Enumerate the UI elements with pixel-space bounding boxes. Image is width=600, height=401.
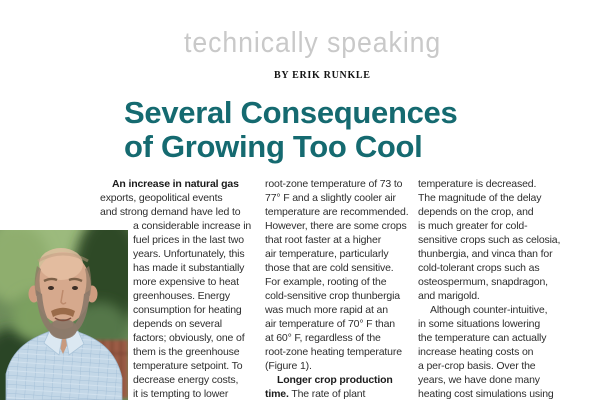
article-text: and strong demand have led to: [100, 206, 241, 218]
article-text: temperature is decreased.: [418, 178, 537, 190]
article-line: [100, 233, 260, 247]
article-title-line1: Several Consequences: [124, 95, 458, 130]
byline: BY ERIK RUNKLE: [274, 70, 371, 81]
article-line: [265, 373, 415, 387]
article-line: [100, 191, 260, 205]
article-line: [265, 345, 415, 359]
article-line: [100, 289, 260, 303]
article-text: osteospermum, snapdragon,: [418, 276, 548, 288]
article-line: [418, 219, 578, 233]
article-text: was much more rapid at an: [265, 304, 388, 316]
article-line: [100, 303, 260, 317]
article-text: However, there are some crops: [265, 220, 407, 232]
article-line: [100, 275, 260, 289]
article-text: cold-tolerant crops such as: [418, 262, 540, 274]
article-line: [265, 219, 415, 233]
article-line: [418, 233, 578, 247]
article-line: [100, 359, 260, 373]
article-line: [265, 303, 415, 317]
article-line: [418, 191, 578, 205]
article-line: [418, 205, 578, 219]
article-text: 77° F and a slightly cooler air: [265, 192, 396, 204]
article-text: The rate of plant: [288, 388, 366, 400]
article-column-1: [100, 177, 260, 401]
article-text: air temperature, particularly: [265, 248, 389, 260]
article-text: For example, rooting of the: [265, 276, 387, 288]
article-text: and marigold.: [418, 290, 480, 302]
article-line: [418, 373, 578, 387]
article-column-2: [265, 177, 415, 401]
article-line: [265, 331, 415, 345]
article-text: root-zone heating temperature: [265, 346, 402, 358]
article-text: fuel prices in the last two: [133, 234, 244, 246]
article-text: depends on the crop, and: [418, 206, 534, 218]
article-line: [100, 261, 260, 275]
article-text: sensitive crops such as celosia,: [418, 234, 561, 246]
article-text-bold: Longer crop production: [277, 374, 393, 386]
article-text: (Figure 1).: [265, 360, 312, 372]
article-text: consumption for heating: [133, 304, 242, 316]
article-line: [418, 345, 578, 359]
article-text: exports, geopolitical events: [100, 192, 223, 204]
article-text: at 60° F, regardless of the: [265, 332, 381, 344]
article-line: [100, 345, 260, 359]
article-line: [418, 317, 578, 331]
article-line: [100, 247, 260, 261]
article-line: [418, 359, 578, 373]
article-text: factors; obviously, one of: [133, 332, 245, 344]
article-line: [418, 289, 578, 303]
article-line: [265, 359, 415, 373]
article-line: [418, 275, 578, 289]
article-text: has made it substantially: [133, 262, 245, 274]
article-text: cold-sensitive crop thunbergia: [265, 290, 400, 302]
article-text: the temperature can actually: [418, 332, 547, 344]
article-text: more expensive to heat: [133, 276, 239, 288]
article-text: in some situations lowering: [418, 318, 541, 330]
article-text-bold: time.: [265, 388, 289, 400]
article-line: [100, 317, 260, 331]
article-line: [418, 387, 578, 401]
article-line: [100, 205, 260, 219]
article-line: [100, 387, 260, 401]
section-kicker: technically speaking: [184, 27, 442, 59]
article-line: [418, 331, 578, 345]
article-text: is much greater for cold-: [418, 220, 528, 232]
article-text: a considerable increase in: [133, 220, 252, 232]
article-line: [265, 317, 415, 331]
article-line: [100, 373, 260, 387]
article-text: it is tempting to lower: [133, 388, 229, 400]
article-line: [265, 247, 415, 261]
article-line: [418, 247, 578, 261]
article-text: greenhouses. Energy: [133, 290, 230, 302]
article-text: that root faster at a higher: [265, 234, 382, 246]
article-text: decrease energy costs,: [133, 374, 239, 386]
article-line: [418, 177, 578, 191]
article-column-3: [418, 177, 578, 401]
article-title: [124, 96, 457, 164]
article-line: [265, 233, 415, 247]
article-text: air temperature of 70° F than: [265, 318, 396, 330]
article-line: [418, 303, 578, 317]
article-line: [265, 261, 415, 275]
article-text: temperature setpoint. To: [133, 360, 243, 372]
article-text: temperature are recommended.: [265, 206, 409, 218]
article-text: The magnitude of the delay: [418, 192, 542, 204]
article-text: a per-crop basis. Over the: [418, 360, 536, 372]
article-text: them is the greenhouse: [133, 346, 240, 358]
article-text: thunbergia, and vinca than for: [418, 248, 553, 260]
article-text: depends on several: [133, 318, 222, 330]
article-line: [100, 177, 260, 191]
article-line: [265, 387, 415, 401]
article-line: [418, 261, 578, 275]
article-line: [100, 219, 260, 233]
article-text-bold: An increase in natural gas: [112, 178, 239, 190]
article-line: [265, 275, 415, 289]
article-line: [265, 177, 415, 191]
article-text: heating cost simulations using: [418, 388, 554, 400]
article-title-line2: of Growing Too Cool: [124, 129, 423, 164]
article-text: years, we have done many: [418, 374, 540, 386]
article-text: years. Unfortunately, this: [133, 248, 245, 260]
article-line: [265, 289, 415, 303]
article-text: those that are cold sensitive.: [265, 262, 394, 274]
article-text: Although counter-intuitive,: [430, 304, 548, 316]
article-line: [100, 331, 260, 345]
article-text: root-zone temperature of 73 to: [265, 178, 403, 190]
article-line: [265, 191, 415, 205]
article-text: increase heating costs on: [418, 346, 534, 358]
article-line: [265, 205, 415, 219]
